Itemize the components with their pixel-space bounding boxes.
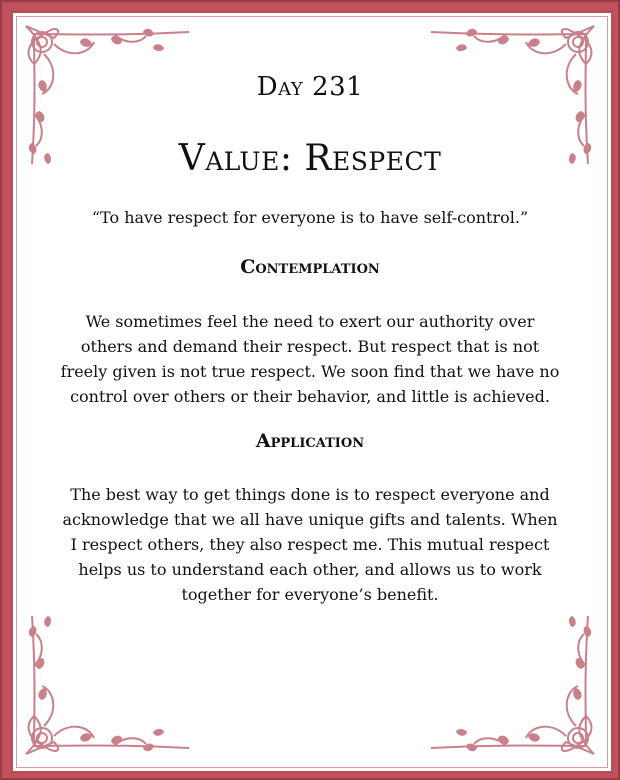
page-title: Value: Respect: [178, 138, 442, 179]
section-heading-application: Application: [255, 430, 365, 452]
section-text-application: The best way to get things done is to respect everyone and acknowledge that we all have unique gifts and talents. When I respect others, they also respect me. This mutual respect helps us to understand each other, and allows us to work together for everyone’s benefit.: [62, 485, 558, 604]
section-heading-contemplation: Contemplation: [240, 256, 380, 278]
day-label: Day 231: [256, 72, 364, 102]
corner-ornament-icon: [14, 596, 204, 766]
section-text-contemplation: We sometimes feel the need to exert our authority over others and demand their respect. But respect that is not freely given is not true respect. We soon find that we have no control over others or their behavior, and little is achieved.: [60, 312, 560, 406]
quote-text: “To have respect for everyone is to have self-control.”: [91, 208, 529, 227]
corner-ornament-icon: [416, 596, 606, 766]
